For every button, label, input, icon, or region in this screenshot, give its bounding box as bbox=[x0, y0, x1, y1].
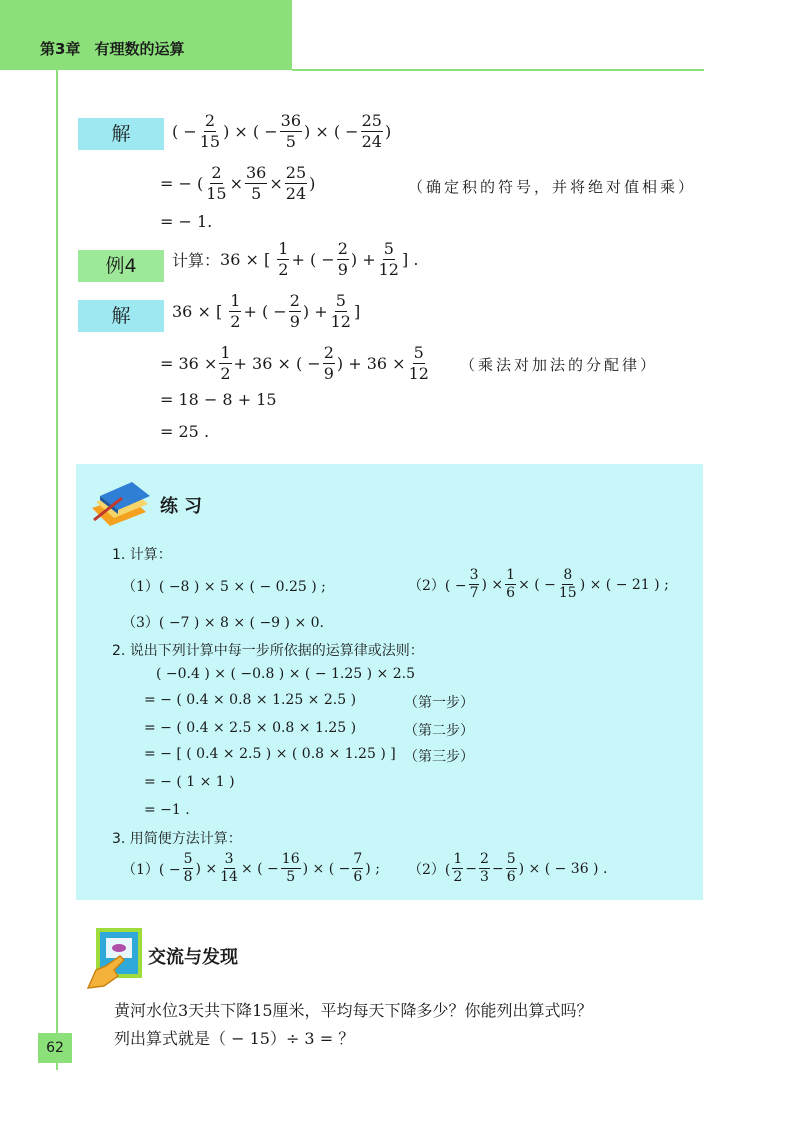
practice-title: 练习 bbox=[160, 496, 208, 517]
math-line: ( − 2 15 ) × ( − 36 5 ) × ( − 25 24 ) bbox=[172, 111, 392, 151]
math-line: （2）( − 3 7 ) × 1 6 × ( − 8 15 ) × ( − 21 ) ; bbox=[408, 567, 669, 601]
math-line: （1）( − 5 8 ) × 3 14 × ( − 16 5 ) × ( − 7 6 ) ; bbox=[122, 851, 380, 885]
math-line: （2）( 1 2 − 2 3 − 5 6 ) × ( − 36 ) . bbox=[408, 851, 608, 885]
step-note: （第三步） bbox=[404, 749, 474, 765]
math-line: （1）( −8 ) × 5 × ( − 0.25 ) ; bbox=[122, 579, 326, 595]
math-line: = 36 × 1 2 + 36 × ( − 2 9 ) + 36 × 5 12 bbox=[160, 343, 429, 383]
math-line: = − ( 2 15 × 36 5 × 25 24 ) bbox=[160, 163, 316, 203]
step-note: （第二步） bbox=[404, 723, 474, 739]
annotation: （确定积的符号，并将绝对值相乘） bbox=[408, 178, 697, 196]
question-2: 2. 说出下列计算中每一步所依据的运算律或法则： bbox=[112, 643, 424, 659]
chapter-number: 第3章 bbox=[40, 40, 81, 58]
math-line: = − [ ( 0.4 × 2.5 ) × ( 0.8 × 1.25 ) ] bbox=[144, 746, 396, 762]
math-line: 计算： 36 × [ 1 2 + ( − 2 9 ) + 5 12 ] . bbox=[172, 239, 419, 279]
question-1: 1. 计算： bbox=[112, 547, 172, 563]
chapter-header-band bbox=[0, 0, 292, 70]
math-line: = 25 . bbox=[160, 422, 210, 441]
page-number: 62 bbox=[38, 1033, 72, 1063]
math-line: = − ( 0.4 × 0.8 × 1.25 × 2.5 ) bbox=[144, 692, 357, 708]
chapter-header bbox=[40, 38, 184, 59]
math-line: = − ( 0.4 × 2.5 × 0.8 × 1.25 ) bbox=[144, 720, 357, 736]
step-note: （第一步） bbox=[404, 695, 474, 711]
example-prompt: 计算： bbox=[172, 251, 221, 270]
example-label: 例4 bbox=[78, 250, 164, 282]
math-line: （3）( −7 ) × 8 × ( −9 ) × 0. bbox=[122, 615, 324, 631]
pointing-hand-icon bbox=[84, 926, 146, 992]
math-line: = −1 . bbox=[144, 802, 190, 818]
books-icon bbox=[88, 478, 156, 530]
math-line: = − ( 1 × 1 ) bbox=[144, 774, 235, 790]
math-line: = 18 − 8 + 15 bbox=[160, 390, 277, 409]
chapter-title: 有理数的运算 bbox=[94, 40, 185, 58]
discuss-title: 交流与发现 bbox=[148, 947, 238, 968]
solution-label: 解 bbox=[78, 118, 164, 150]
math-line: 36 × [ 1 2 + ( − 2 9 ) + 5 12 ] bbox=[172, 291, 361, 331]
math-line: ( −0.4 ) × ( −0.8 ) × ( − 1.25 ) × 2.5 bbox=[156, 666, 415, 682]
discuss-text: 列出算式就是（ − 15）÷ 3 = ？ bbox=[114, 1029, 355, 1048]
discuss-text: 黄河水位3天共下降15厘米，平均每天下降多少？你能列出算式吗？ bbox=[114, 1001, 593, 1020]
question-3: 3. 用简便方法计算： bbox=[112, 831, 242, 847]
solution-label: 解 bbox=[78, 300, 164, 332]
math-line: = − 1. bbox=[160, 212, 213, 231]
annotation: （乘法对加法的分配律） bbox=[460, 356, 659, 374]
margin-rule bbox=[56, 70, 58, 1070]
header-rule bbox=[292, 69, 704, 71]
